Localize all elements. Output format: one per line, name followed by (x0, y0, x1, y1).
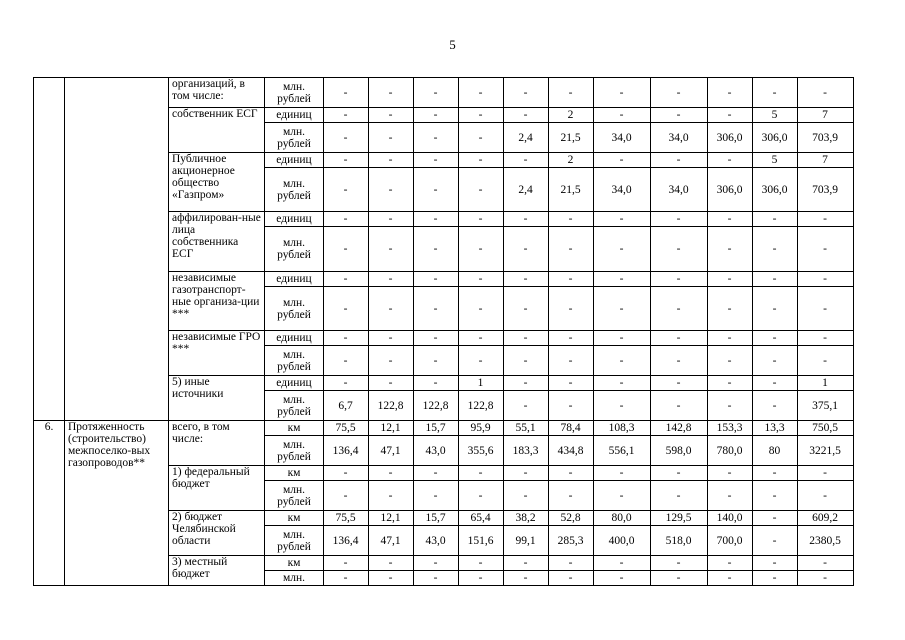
funding-source-cell: 5) иные источники (169, 376, 265, 421)
year-value-cell: - (414, 168, 459, 212)
year-value-cell: - (324, 556, 369, 571)
year-value-cell: - (459, 287, 504, 331)
year-value-cell: - (324, 123, 369, 153)
total-value-cell: - (798, 346, 854, 376)
year-value-cell: - (651, 272, 708, 287)
year-value-cell: - (414, 571, 459, 586)
year-value-cell: 434,8 (549, 436, 594, 466)
year-value-cell: - (651, 331, 708, 346)
year-value-cell: 13,3 (753, 421, 798, 436)
year-value-cell: - (459, 346, 504, 376)
year-value-cell: - (459, 108, 504, 123)
total-value-cell: 750,5 (798, 421, 854, 436)
year-value-cell: - (708, 481, 753, 511)
funding-source-cell: независимые газотранспорт-ные организа-ции *** (169, 272, 265, 331)
year-value-cell: 306,0 (753, 123, 798, 153)
budget-table (33, 77, 854, 586)
year-value-cell: - (459, 227, 504, 272)
year-value-cell: 47,1 (369, 526, 414, 556)
total-value-cell: - (798, 287, 854, 331)
year-value-cell: - (549, 571, 594, 586)
page-number: 5 (449, 37, 456, 52)
funding-source-cell: аффилирован-ные лица собственника ЕСГ (169, 212, 265, 272)
year-value-cell: - (549, 346, 594, 376)
year-value-cell: - (504, 571, 549, 586)
year-value-cell: - (369, 556, 414, 571)
year-value-cell: 136,4 (324, 436, 369, 466)
total-value-cell: - (798, 272, 854, 287)
year-value-cell: - (504, 212, 549, 227)
year-value-cell: - (594, 556, 651, 571)
year-value-cell: - (369, 481, 414, 511)
year-value-cell: 780,0 (708, 436, 753, 466)
funding-source-cell: Публичное акционерное общество «Газпром» (169, 153, 265, 212)
year-value-cell: - (753, 481, 798, 511)
year-value-cell: - (414, 466, 459, 481)
year-value-cell: - (369, 331, 414, 346)
year-value-cell: 75,5 (324, 421, 369, 436)
year-value-cell: 129,5 (651, 511, 708, 526)
year-value-cell: - (651, 78, 708, 108)
total-value-cell: - (798, 481, 854, 511)
year-value-cell: - (369, 466, 414, 481)
year-value-cell: 122,8 (369, 391, 414, 421)
year-value-cell: - (708, 153, 753, 168)
year-value-cell: 34,0 (651, 123, 708, 153)
unit-cell: млн. рублей (265, 481, 324, 511)
total-value-cell: 375,1 (798, 391, 854, 421)
year-value-cell: 34,0 (594, 123, 651, 153)
table-row (34, 78, 854, 108)
year-value-cell: 52,8 (549, 511, 594, 526)
year-value-cell: 2 (549, 108, 594, 123)
year-value-cell: - (504, 272, 549, 287)
year-value-cell: 2,4 (504, 168, 549, 212)
unit-cell: км (265, 466, 324, 481)
unit-cell: единиц (265, 108, 324, 123)
funding-source-cell: независимые ГРО *** (169, 331, 265, 376)
year-value-cell: 99,1 (504, 526, 549, 556)
total-value-cell: - (798, 212, 854, 227)
year-value-cell: - (549, 556, 594, 571)
year-value-cell: - (594, 272, 651, 287)
year-value-cell: - (753, 511, 798, 526)
year-value-cell: 5 (753, 153, 798, 168)
funding-source-cell: 2) бюджет Челябинской области (169, 511, 265, 556)
year-value-cell: - (324, 212, 369, 227)
year-value-cell: - (753, 571, 798, 586)
total-value-cell: 1 (798, 376, 854, 391)
year-value-cell: 34,0 (594, 168, 651, 212)
year-value-cell: - (324, 168, 369, 212)
year-value-cell: - (414, 108, 459, 123)
year-value-cell: - (504, 376, 549, 391)
year-value-cell: - (549, 391, 594, 421)
indicator-name-cell (65, 78, 169, 421)
year-value-cell: 151,6 (459, 526, 504, 556)
total-value-cell: 7 (798, 153, 854, 168)
unit-cell: млн. рублей (265, 526, 324, 556)
year-value-cell: - (708, 272, 753, 287)
year-value-cell: - (594, 153, 651, 168)
year-value-cell: - (369, 376, 414, 391)
year-value-cell: - (324, 227, 369, 272)
year-value-cell: - (504, 391, 549, 421)
total-value-cell: - (798, 78, 854, 108)
year-value-cell: - (459, 481, 504, 511)
year-value-cell: 80 (753, 436, 798, 466)
unit-cell: единиц (265, 331, 324, 346)
year-value-cell: - (594, 571, 651, 586)
unit-cell: млн. рублей (265, 168, 324, 212)
year-value-cell: - (753, 78, 798, 108)
year-value-cell: - (594, 108, 651, 123)
year-value-cell: - (651, 153, 708, 168)
year-value-cell: 6,7 (324, 391, 369, 421)
year-value-cell: 43,0 (414, 436, 459, 466)
row-number-cell: 6. (34, 421, 65, 586)
year-value-cell: - (414, 153, 459, 168)
year-value-cell: - (369, 212, 414, 227)
year-value-cell: 518,0 (651, 526, 708, 556)
year-value-cell: 400,0 (594, 526, 651, 556)
year-value-cell: - (369, 287, 414, 331)
year-value-cell: - (504, 466, 549, 481)
year-value-cell: - (324, 376, 369, 391)
year-value-cell: - (708, 227, 753, 272)
year-value-cell: - (753, 331, 798, 346)
total-value-cell: 703,9 (798, 168, 854, 212)
funding-source-cell: организаций, в том числе: (169, 78, 265, 108)
year-value-cell: - (324, 571, 369, 586)
year-value-cell: 34,0 (651, 168, 708, 212)
year-value-cell: - (324, 481, 369, 511)
year-value-cell: - (651, 108, 708, 123)
unit-cell: млн. рублей (265, 78, 324, 108)
year-value-cell: - (324, 466, 369, 481)
year-value-cell: - (708, 331, 753, 346)
year-value-cell: - (651, 212, 708, 227)
indicator-name-cell: Протяженность (строительство) межпоселко-вых газопроводов** (65, 421, 169, 586)
year-value-cell: - (504, 346, 549, 376)
year-value-cell: - (414, 227, 459, 272)
year-value-cell: 12,1 (369, 511, 414, 526)
year-value-cell: 80,0 (594, 511, 651, 526)
year-value-cell: - (651, 346, 708, 376)
year-value-cell: - (594, 331, 651, 346)
unit-cell: млн. рублей (265, 391, 324, 421)
year-value-cell: - (708, 212, 753, 227)
year-value-cell: - (708, 466, 753, 481)
year-value-cell: - (651, 571, 708, 586)
year-value-cell: - (414, 287, 459, 331)
year-value-cell: - (651, 481, 708, 511)
year-value-cell: - (549, 287, 594, 331)
year-value-cell: 306,0 (708, 123, 753, 153)
year-value-cell: - (324, 108, 369, 123)
year-value-cell: - (459, 571, 504, 586)
year-value-cell: - (549, 78, 594, 108)
year-value-cell: - (753, 227, 798, 272)
year-value-cell: 38,2 (504, 511, 549, 526)
year-value-cell: 1 (459, 376, 504, 391)
year-value-cell: - (324, 272, 369, 287)
year-value-cell: - (504, 481, 549, 511)
year-value-cell: - (414, 376, 459, 391)
row-number-cell (34, 78, 65, 421)
year-value-cell: - (414, 556, 459, 571)
year-value-cell: - (708, 287, 753, 331)
year-value-cell: - (414, 123, 459, 153)
year-value-cell: - (594, 346, 651, 376)
year-value-cell: - (324, 153, 369, 168)
year-value-cell: - (414, 481, 459, 511)
year-value-cell: - (369, 153, 414, 168)
year-value-cell: - (459, 466, 504, 481)
year-value-cell: 75,5 (324, 511, 369, 526)
year-value-cell: - (549, 272, 594, 287)
total-value-cell: - (798, 556, 854, 571)
year-value-cell: - (459, 331, 504, 346)
year-value-cell: - (708, 376, 753, 391)
funding-source-cell: 1) федеральный бюджет (169, 466, 265, 511)
year-value-cell: - (459, 212, 504, 227)
total-value-cell: 703,9 (798, 123, 854, 153)
funding-source-cell: 3) местный бюджет (169, 556, 265, 586)
year-value-cell: - (504, 331, 549, 346)
year-value-cell: - (414, 346, 459, 376)
year-value-cell: 122,8 (459, 391, 504, 421)
year-value-cell: - (753, 391, 798, 421)
year-value-cell: - (708, 78, 753, 108)
year-value-cell: - (459, 556, 504, 571)
year-value-cell: 136,4 (324, 526, 369, 556)
year-value-cell: 95,9 (459, 421, 504, 436)
unit-cell: млн. рублей (265, 227, 324, 272)
year-value-cell: - (414, 78, 459, 108)
year-value-cell: - (369, 78, 414, 108)
funding-source-cell: всего, в том числе: (169, 421, 265, 466)
total-value-cell: - (798, 571, 854, 586)
year-value-cell: - (549, 227, 594, 272)
year-value-cell: 700,0 (708, 526, 753, 556)
year-value-cell: - (753, 466, 798, 481)
unit-cell: км (265, 421, 324, 436)
year-value-cell: - (708, 108, 753, 123)
year-value-cell: - (504, 287, 549, 331)
year-value-cell: - (459, 123, 504, 153)
total-value-cell: - (798, 331, 854, 346)
unit-cell: км (265, 556, 324, 571)
year-value-cell: - (504, 556, 549, 571)
year-value-cell: - (753, 212, 798, 227)
year-value-cell: 55,1 (504, 421, 549, 436)
year-value-cell: - (651, 287, 708, 331)
total-value-cell: 2380,5 (798, 526, 854, 556)
total-value-cell: 7 (798, 108, 854, 123)
year-value-cell: - (708, 391, 753, 421)
year-value-cell: 183,3 (504, 436, 549, 466)
year-value-cell: - (753, 287, 798, 331)
unit-cell: единиц (265, 272, 324, 287)
year-value-cell: - (753, 556, 798, 571)
year-value-cell: 306,0 (708, 168, 753, 212)
year-value-cell: - (459, 153, 504, 168)
year-value-cell: - (753, 376, 798, 391)
year-value-cell: - (369, 571, 414, 586)
total-value-cell: 609,2 (798, 511, 854, 526)
year-value-cell: 78,4 (549, 421, 594, 436)
year-value-cell: - (594, 78, 651, 108)
year-value-cell: - (504, 78, 549, 108)
unit-cell: млн. рублей (265, 123, 324, 153)
year-value-cell: - (414, 272, 459, 287)
year-value-cell: - (504, 153, 549, 168)
year-value-cell: - (594, 212, 651, 227)
year-value-cell: 12,1 (369, 421, 414, 436)
year-value-cell: - (369, 123, 414, 153)
year-value-cell: - (459, 272, 504, 287)
year-value-cell: - (369, 227, 414, 272)
year-value-cell: 65,4 (459, 511, 504, 526)
unit-cell: км (265, 511, 324, 526)
year-value-cell: - (549, 466, 594, 481)
year-value-cell: - (651, 227, 708, 272)
year-value-cell: - (414, 331, 459, 346)
year-value-cell: - (504, 108, 549, 123)
year-value-cell: 306,0 (753, 168, 798, 212)
unit-cell: млн. рублей (265, 287, 324, 331)
year-value-cell: - (651, 466, 708, 481)
year-value-cell: - (753, 526, 798, 556)
unit-cell: единиц (265, 153, 324, 168)
year-value-cell: - (594, 376, 651, 391)
year-value-cell: - (708, 346, 753, 376)
year-value-cell: 122,8 (414, 391, 459, 421)
unit-cell: млн. рублей (265, 346, 324, 376)
unit-cell: единиц (265, 376, 324, 391)
year-value-cell: - (369, 108, 414, 123)
total-value-cell: 3221,5 (798, 436, 854, 466)
year-value-cell: 108,3 (594, 421, 651, 436)
year-value-cell: 285,3 (549, 526, 594, 556)
year-value-cell: 140,0 (708, 511, 753, 526)
year-value-cell: - (549, 331, 594, 346)
year-value-cell: 2,4 (504, 123, 549, 153)
year-value-cell: 15,7 (414, 511, 459, 526)
year-value-cell: - (651, 556, 708, 571)
year-value-cell: - (504, 227, 549, 272)
year-value-cell: 5 (753, 108, 798, 123)
year-value-cell: 15,7 (414, 421, 459, 436)
year-value-cell: 556,1 (594, 436, 651, 466)
year-value-cell: - (708, 571, 753, 586)
funding-source-cell: собственник ЕСГ (169, 108, 265, 153)
year-value-cell: 153,3 (708, 421, 753, 436)
table-row (34, 421, 854, 436)
total-value-cell: - (798, 466, 854, 481)
year-value-cell: - (708, 556, 753, 571)
year-value-cell: 598,0 (651, 436, 708, 466)
year-value-cell: - (753, 346, 798, 376)
year-value-cell: - (369, 168, 414, 212)
year-value-cell: - (459, 78, 504, 108)
year-value-cell: - (549, 212, 594, 227)
year-value-cell: 21,5 (549, 123, 594, 153)
year-value-cell: - (324, 287, 369, 331)
year-value-cell: - (651, 376, 708, 391)
unit-cell: млн. рублей (265, 436, 324, 466)
year-value-cell: - (594, 391, 651, 421)
year-value-cell: - (369, 346, 414, 376)
unit-cell: единиц (265, 212, 324, 227)
year-value-cell: - (324, 78, 369, 108)
year-value-cell: - (753, 272, 798, 287)
total-value-cell: - (798, 227, 854, 272)
year-value-cell: - (369, 272, 414, 287)
year-value-cell: - (414, 212, 459, 227)
year-value-cell: - (594, 287, 651, 331)
year-value-cell: 355,6 (459, 436, 504, 466)
year-value-cell: - (324, 346, 369, 376)
year-value-cell: 43,0 (414, 526, 459, 556)
year-value-cell: - (594, 466, 651, 481)
year-value-cell: - (594, 481, 651, 511)
year-value-cell: 21,5 (549, 168, 594, 212)
year-value-cell: - (549, 376, 594, 391)
year-value-cell: - (549, 481, 594, 511)
year-value-cell: 2 (549, 153, 594, 168)
year-value-cell: - (594, 227, 651, 272)
year-value-cell: 47,1 (369, 436, 414, 466)
year-value-cell: - (651, 391, 708, 421)
year-value-cell: - (459, 168, 504, 212)
year-value-cell: 142,8 (651, 421, 708, 436)
year-value-cell: - (324, 331, 369, 346)
unit-cell: млн. (265, 571, 324, 586)
